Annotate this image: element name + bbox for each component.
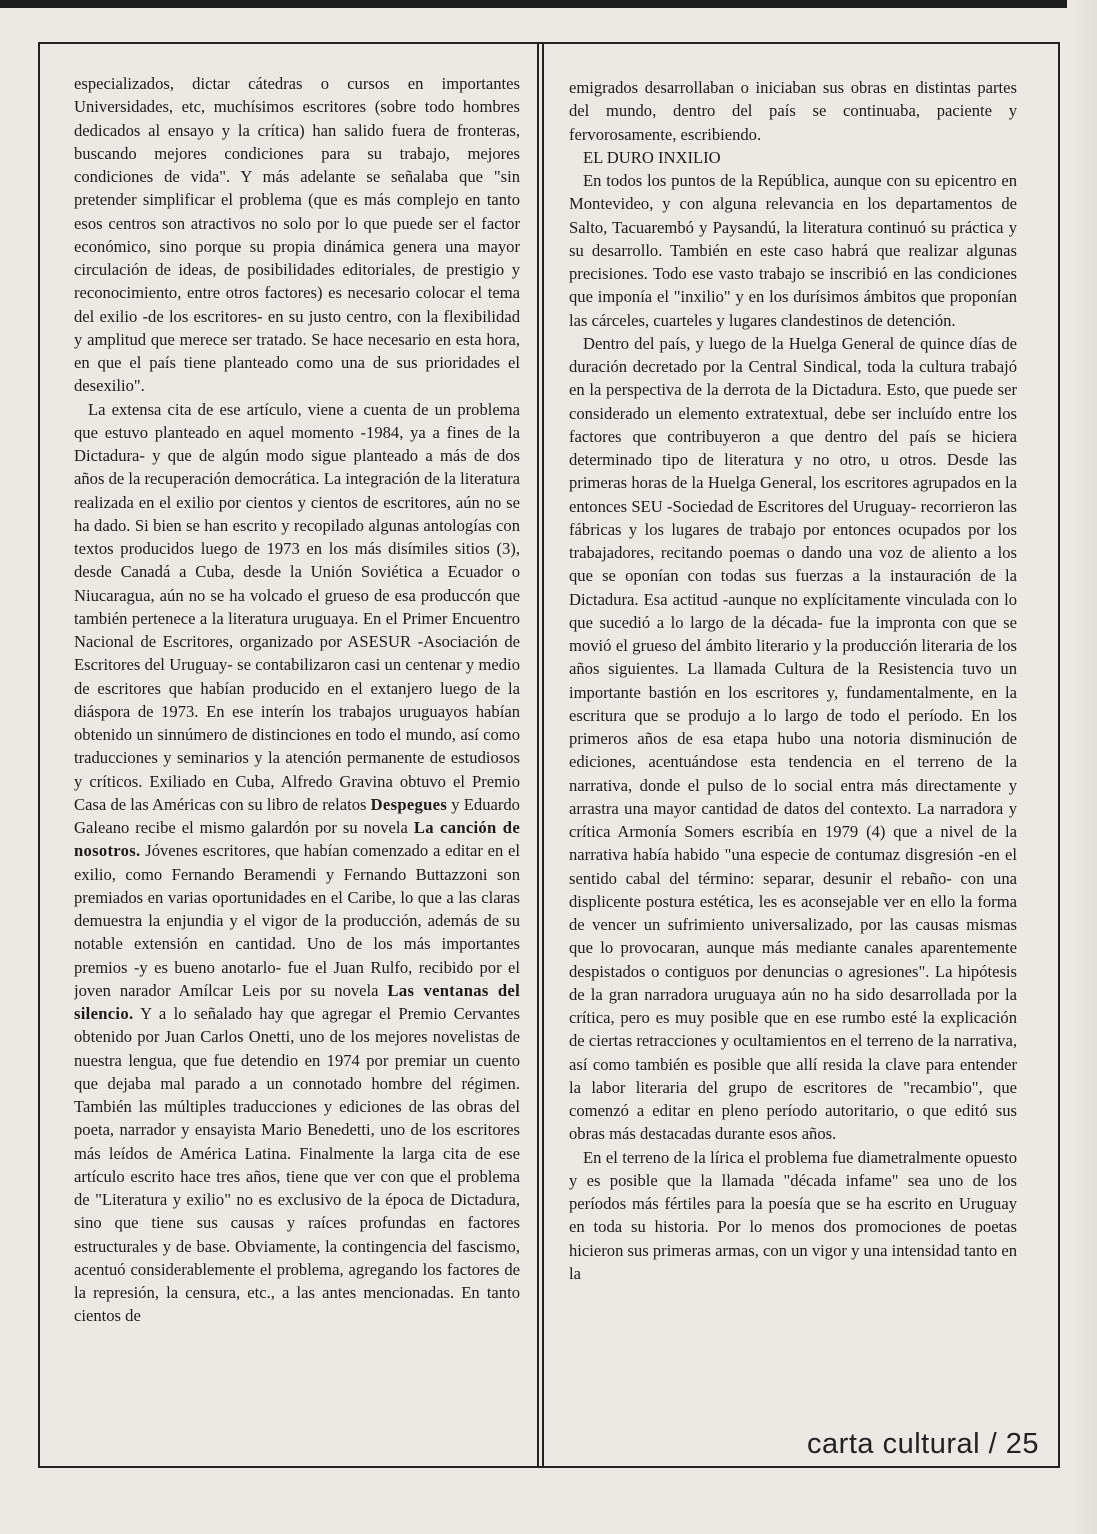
book-title-la-cancion-de-nosotros: La canción de nosotros.	[74, 818, 520, 861]
page-top-edge	[0, 0, 1097, 8]
left-paragraph-2	[74, 398, 520, 1328]
left-paragraph-2-text-d: Y a lo señalado hay que agregar el Premio Cervantes obtenido por Juan Carlos Onetti, uno de los mejores novelistas de nuestra lengua, que fue detendio en 1974 por premiar un cuento que dejaba mal parado a un connotado hombre del régimen. También las múltiples traducciones y ediciones de las obras del poeta, narrador y ensayista Mario Benedetti, uno de los escritores más leídos de América Latina. Finalmente la larga cita de ese artículo escrito hace tres años, tiene que ver con que el problema de "Literatura y exilio" no es exclusivo de la época de Dictadura, sino que tiene sus causas y raíces profundas en factores estructurales y de base. Obviamente, la contingencia del fascismo, acentuó considerablemente el problema, agregando los factores de la represión, la censura, etc., a las antes mencionadas. En tanto cientos de	[74, 1004, 520, 1326]
section-heading: EL DURO INXILIO	[583, 147, 721, 167]
column-divider	[537, 44, 544, 1466]
right-paragraph-1: emigrados desarrollaban o iniciaban sus obras en distintas partes del mundo, dentro del país se continuaba, paciente y fervorosamente, escribiendo.	[569, 78, 1017, 144]
page-footer: carta cultural / 25	[807, 1428, 1039, 1460]
left-paragraph-1: especializados, dictar cátedras o cursos en importantes Universidades, etc, muchísimos escritores (sobre todo hombres dedicados al ensayo y la crítica) han salido fuera de fronteras, buscando mejores condiciones para su trabajo, mejores condiciones de vida". Y más adelante se señalaba que "sin pretender simplificar el problema (que es más complejo en tanto esos centros son atractivos no solo por lo que puede ser el factor económico, sino porque su propia dinámica genera una mayor circulación de ideas, de posibilidades editoriales, de prestigio y reconocimiento, entre otros factores) es necesario colocar el tema del exilio -de los escritores- en su justo centro, con la flexibilidad y amplitud que merece ser tratado. Se hace necesario en esta hora, en que el país tiene planteado como una de sus prioridades el desexilio".	[74, 74, 520, 396]
book-title-las-ventanas-del-silencio: Las ventanas del silencio.	[74, 980, 520, 1023]
right-paragraph-4: En el terreno de la lírica el problema fue diametralmente opuesto y es posible que la llamada "década infame" sea uno de los períodos más fértiles para la poesía que se ha escrito en Uruguay en toda su historia. Por lo menos dos promociones de poetas hicieron sus primeras armas, con un vigor y una intensidad tanto en la	[569, 1147, 1017, 1283]
left-paragraph-2-text-a: La extensa cita de ese artículo, viene a cuenta de un problema que estuvo planteado en aquel momento -1984, ya a fines de la Dictadura- y que de algún modo sigue planteado a más de dos años de la recuperación democrática. La integración de la literatura realizada en el exilio por cientos y cientos de escritores, aún no se ha dado. Si bien se han escrito y recopilado algunas antologías con textos producidos luego de 1973 en los más disímiles sitios (3), desde Canadá a Cuba, desde la Unión Soviética a Ecuador o Niucaragua, aún no se ha volcado el grueso de esa produccón que también pertenece a la literatura uruguaya. En el Primer Encuentro Nacional de Escritores, organizado por ASESUR -Asociación de Escritores del Uruguay- se contabilizaron casi un centenar y medio de escritores que habían producido en el extanjero luego de la diáspora de 1973. En ese interín los trabajos uruguayos habían obtenido un sinnúmero de distinciones en todo el mundo, así como traducciones y seminarios y la atención permanente de estudiosos y críticos. Exiliado en Cuba, Alfredo Gravina obtuvo el Premio Casa de las Américas con su libro de relatos	[74, 399, 520, 814]
page-right-edge	[1067, 0, 1097, 1534]
book-title-despegues: Despegues	[370, 794, 448, 814]
left-column	[74, 72, 520, 1462]
left-paragraph-2-text-c: Jóvenes escritores, que habían comenzado a editar en el exilio, como Fernando Beramendi y Fernando Buttazzoni son premiados en varias oportunidades en el Caribe, lo que a las claras demuestra la enjundia y el vigor de la producción, además de su notable extensión en cantidad. Uno de los más importantes premios -y es bueno anotarlo- fue el Juan Rulfo, recibido por el joven narador Amílcar Leis por su novela	[74, 841, 520, 1000]
right-column	[569, 76, 1017, 1466]
left-paragraph-2-text-b: y Eduardo Galeano recibe el mismo galardón por su novela	[74, 794, 520, 837]
right-paragraph-3: Dentro del país, y luego de la Huelga General de quince días de duración decretado por la Central Sindical, toda la cultura trabajó en la perspectiva de la derrota de la Dictadura. Esto, que puede ser considerado un elemento extratextual, debe ser incluído entre los factores que contribuyeron a que dentro del país se hiciera determinado tipo de literatura y no otro, u otros. Desde las primeras horas de la Huelga General, los escritores agrupados en la entonces SEU -Sociedad de Escritores del Uruguay- recorrieron las fábricas y los lugares de trabajo por entonces ocupados por los trabajadores, recitando poemas o dando una voz de aliento a los que se oponían con todas sus fuerzas a la instauración de la Dictadura. Esa actitud -aunque no explícitamente vinculada con lo que sucedió a lo largo de la década- fue la impronta con que se movió el grueso del ámbito literario y la producción literaria de los años siguientes. La llamada Cultura de la Resistencia tuvo un importante bastión en los escritores y, fundamentalmente, en la escritura que se produjo a lo largo de todo el período. En los primeros años de esa etapa hubo una notoria disminución de ediciones, acentuándose esta tendencia en el terreno de la narrativa, donde el pulso de lo social entra más directamente y arrastra una mayor cantidad de datos del contexto. La narradora y crítica Armonía Somers escribía en 1979 (4) que a nivel de la narrativa había habido "una especie de contumaz disgresión -en el sentido cabal del término: separar, desunir el rebaño- con una displicente postura estética, les es aconsejable ver en ello la forma de vencer un sufrimiento universalizado, por las causas mismas que lo provocaran, aunque más mediante canales aparentemente despistados o contiguos por denuncias o agresiones". La hipótesis de la gran narradora uruguaya aún no ha sido desarrollada por la crítica, pero es muy posible que en ese rumbo esté la explicación de ciertas retracciones y ocultamientos en el terreno de la narrativa, así como también es posible que allí resida la clave para entender la labor literaria del grupo de escritores de "recambio", que comenzó a editar en pleno período autoritario, o que editó sus obras más destacadas durante esos años.	[569, 333, 1017, 1144]
right-paragraph-2: En todos los puntos de la República, aunque con su epicentro en Montevideo, y con alguna relevancia en los departamentos de Salto, Tacuarembó y Paysandú, la literatura continuó su práctica y su desarrollo. También en este caso habrá que realizar algunas precisiones. Todo ese vasto trabajo se inscribió en las condiciones que imponía el "inxilio" y en los durísimos ámbitos que proponían las cárceles, cuarteles y lugares clandestinos de detención.	[569, 171, 1017, 330]
